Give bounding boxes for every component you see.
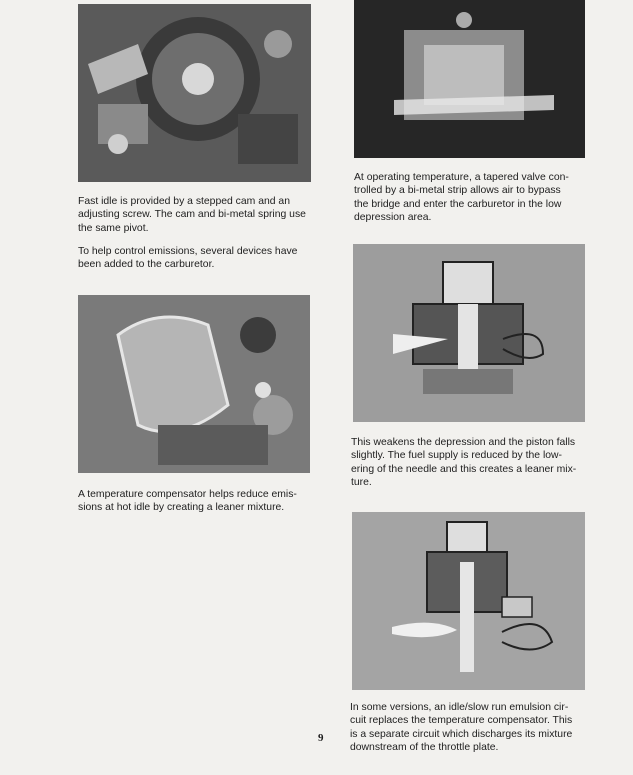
- operating-temp-caption: At operating temperature, a tapered valve con- trolled by a bi-metal strip allows air to bypass the bridge and enter the carburetor in the low depression area.: [354, 172, 569, 224]
- emissions-caption: To help control emissions, several devices have been added to the carburetor.: [78, 246, 298, 271]
- temperature-compensator-photo: [78, 295, 310, 473]
- depression-caption: This weakens the depression and the piston falls slightly. The fuel supply is reduced by the low- ering of the needle and this creates a leaner mix- ture.: [351, 437, 577, 489]
- temp-compensator-caption: A temperature compensator helps reduce emis- sions at hot idle by creating a leaner mixture.: [78, 489, 297, 514]
- idle-circuit-diagram: [352, 512, 585, 690]
- fast-idle-caption: Fast idle is provided by a stepped cam and an adjusting screw. The cam and bi-metal spring use the same pivot.: [78, 196, 306, 234]
- page-number: 9: [318, 732, 324, 744]
- piston-depression-diagram: [353, 244, 585, 422]
- bimetal-valve-photo: [354, 0, 585, 158]
- idle-circuit-caption: In some versions, an idle/slow run emulsion cir- cuit replaces the temperature compensator. This is a separate circuit which discharges its mixture downstream of the throttle plate.: [350, 702, 573, 754]
- carburetor-fast-idle-photo: [78, 4, 311, 182]
